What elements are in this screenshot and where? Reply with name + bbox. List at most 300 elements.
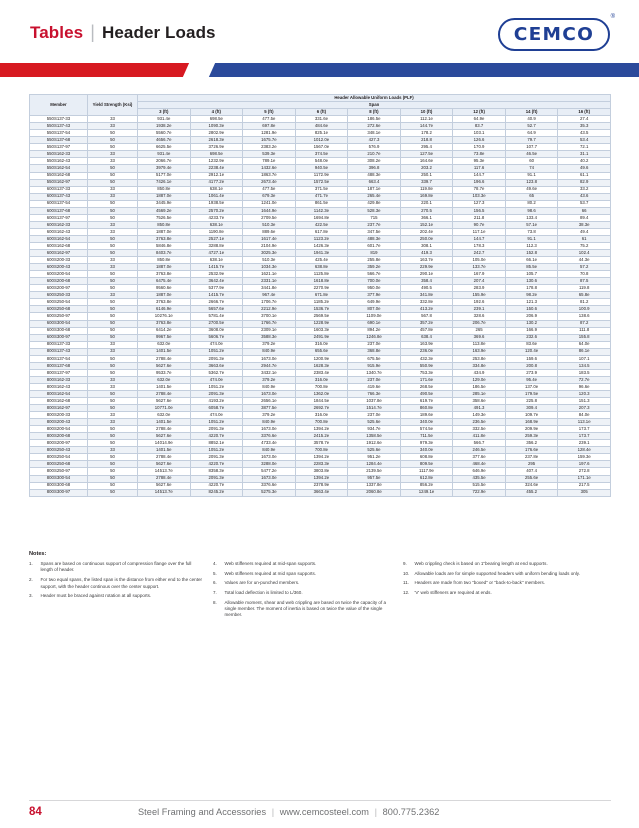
cell-load-span-5: 951.2e <box>348 454 401 461</box>
cell-load-span-3: 3700.1e <box>243 313 296 320</box>
cell-load-span-9: 119.8 <box>558 285 611 292</box>
brand-bar-red-segment <box>0 63 205 77</box>
cell-load-span-6: 979.3e <box>400 440 453 447</box>
cell-load-span-3: 3376.6e <box>243 433 296 440</box>
cell-load-span-3: 679.3e <box>243 193 296 200</box>
cell-load-span-6: 339.7 <box>400 179 453 186</box>
cell-load-span-1: 2066.7e <box>138 158 191 165</box>
cell-load-span-2: 2618.3e <box>190 137 243 144</box>
cell-yield-strength: 50 <box>88 137 138 144</box>
cell-load-span-8: 168.9e <box>505 419 558 426</box>
cell-load-span-3: 1706.7e <box>243 299 296 306</box>
table-row <box>30 214 611 221</box>
cell-load-span-5: 488.3e <box>348 235 401 242</box>
cell-load-span-5: 237.0e <box>348 412 401 419</box>
cell-load-span-6: 202.4e <box>400 228 453 235</box>
cell-load-span-5: 601.7e <box>348 242 401 249</box>
cell-load-span-5: 265.4e <box>348 193 401 200</box>
cell-load-span-7: 117.6 <box>453 165 506 172</box>
cell-yield-strength: 33 <box>88 348 138 355</box>
cell-load-span-1: 632.0e <box>138 376 191 383</box>
cell-load-span-9: 272.8 <box>558 468 611 475</box>
cell-load-span-2: 2570.2e <box>190 207 243 214</box>
cell-load-span-8: 91.1 <box>505 235 558 242</box>
cell-yield-strength: 50 <box>88 306 138 313</box>
cell-load-span-7: 105.0e <box>453 257 506 264</box>
cell-yield-strength: 50 <box>88 355 138 362</box>
cell-load-span-1: 10276.1e <box>138 313 191 320</box>
cell-yield-strength: 33 <box>88 193 138 200</box>
cell-yield-strength: 50 <box>88 179 138 186</box>
cell-load-span-6: 357.2e <box>400 320 453 327</box>
cell-load-span-3: 2709.5e <box>243 214 296 221</box>
cell-load-span-1: 2788.4e <box>138 390 191 397</box>
cell-load-span-5: 957.5e <box>348 475 401 482</box>
cell-yield-strength: 50 <box>88 320 138 327</box>
cell-load-span-8: 209.9e <box>505 426 558 433</box>
cell-load-span-3: 1673.0e <box>243 454 296 461</box>
cell-load-span-2: 5781.4e <box>190 313 243 320</box>
table-row <box>30 489 611 496</box>
cell-load-span-3: 1621.1e <box>243 271 296 278</box>
cell-load-span-1: 6475.4e <box>138 278 191 285</box>
cell-load-span-5: 663.4 <box>348 179 401 186</box>
cell-load-span-4: 2569.5e <box>295 313 348 320</box>
cell-load-span-1: 7426.1e <box>138 179 191 186</box>
cell-load-span-9: 100.9 <box>558 306 611 313</box>
cell-load-span-1: 4656.7e <box>138 137 191 144</box>
cell-load-span-5: 1337.8e <box>348 482 401 489</box>
cell-load-span-2: 1090.3e <box>190 123 243 130</box>
note-number: 5. <box>213 570 217 576</box>
cell-member: 600S200-97 <box>30 285 88 292</box>
cell-load-span-1: 632.0e <box>138 412 191 419</box>
cell-yield-strength: 50 <box>88 278 138 285</box>
notes-heading: Notes: <box>29 551 47 557</box>
cell-load-span-1: 2788.4e <box>138 475 191 482</box>
cell-load-span-3: 840.9e <box>243 447 296 454</box>
cell-yield-strength: 33 <box>88 419 138 426</box>
cell-load-span-5: 690.1e <box>348 320 401 327</box>
cell-load-span-2: 474.0e <box>190 376 243 383</box>
table-row <box>30 440 611 447</box>
cell-yield-strength: 33 <box>88 116 138 123</box>
note-number: 2. <box>29 577 33 583</box>
cell-load-span-8: 225.8 <box>505 398 558 405</box>
cell-member: 600S137-43 <box>30 193 88 200</box>
cell-load-span-5: 429.8e <box>348 200 401 207</box>
cell-load-span-1: 3763.8e <box>138 320 191 327</box>
cell-load-span-8: 255.6e <box>505 475 558 482</box>
cell-load-span-1: 1887.0e <box>138 292 191 299</box>
cell-load-span-6: 218.8 <box>400 137 453 144</box>
cell-load-span-8: 40.9 <box>505 116 558 123</box>
cell-load-span-3: 4733.4e <box>243 440 296 447</box>
cell-load-span-1: 850.8e <box>138 186 191 193</box>
cell-member: 800S162-43 <box>30 383 88 390</box>
cell-member: 800S250-68 <box>30 461 88 468</box>
cell-member: 600S137-97 <box>30 214 88 221</box>
cell-yield-strength: 50 <box>88 235 138 242</box>
cell-load-span-7: 334.8e <box>453 362 506 369</box>
cell-yield-strength: 33 <box>88 264 138 271</box>
cell-load-span-7: 285.1e <box>453 390 506 397</box>
note-number: 1. <box>29 561 33 566</box>
cell-load-span-9: 138.6 <box>558 313 611 320</box>
cell-load-span-7: 207.4 <box>453 278 506 285</box>
cell-load-span-5: 528.3e <box>348 207 401 214</box>
cell-member: 550S162-97 <box>30 179 88 186</box>
cell-load-span-5: 819 <box>348 250 401 257</box>
cell-load-span-6: 550.9e <box>400 362 453 369</box>
table-row <box>30 390 611 397</box>
cell-member: 800S137-33 <box>30 341 88 348</box>
cell-load-span-9: 87.5 <box>558 278 611 285</box>
cell-load-span-5: 700.0e <box>348 278 401 285</box>
cell-member: 550S162-68 <box>30 172 88 179</box>
table-row <box>30 369 611 376</box>
cell-load-span-5: 525.6e <box>348 447 401 454</box>
cell-yield-strength: 50 <box>88 334 138 341</box>
cell-load-span-6: 270.5 <box>400 207 453 214</box>
cell-load-span-5: 1037.8e <box>348 398 401 405</box>
note-item <box>29 577 213 590</box>
cell-load-span-8: 85.5e <box>505 264 558 271</box>
cell-load-span-3: 1432.6e <box>243 165 296 172</box>
cell-load-span-3: 840.9e <box>243 348 296 355</box>
cell-load-span-3: 2309.1e <box>243 327 296 334</box>
cell-load-span-3: 3432.1e <box>243 369 296 376</box>
cell-load-span-6: 856.2e <box>400 482 453 489</box>
cell-load-span-6: 229.9e <box>400 264 453 271</box>
cell-load-span-7: 646.9e <box>453 468 506 475</box>
cell-load-span-6: 236.0e <box>400 348 453 355</box>
cell-load-span-6: 638.4 <box>400 334 453 341</box>
cell-load-span-8: 120.4e <box>505 348 558 355</box>
cell-load-span-5: 186.5e <box>348 116 401 123</box>
cell-load-span-7: 358.6e <box>453 398 506 405</box>
cell-load-span-8: 130.2 <box>505 320 558 327</box>
cell-load-span-5: 807.0e <box>348 306 401 313</box>
cell-load-span-3: 5275.3e <box>243 489 296 496</box>
cell-load-span-6: 341.8e <box>400 292 453 299</box>
cell-load-span-9: 107.1 <box>558 355 611 362</box>
cell-load-span-8: 121.3 <box>505 299 558 306</box>
cell-load-span-9: 111.8 <box>558 327 611 334</box>
cell-load-span-2: 3726.9e <box>190 144 243 151</box>
cell-load-span-7: 129.0e <box>453 376 506 383</box>
cell-load-span-7: 167.9 <box>453 271 506 278</box>
cell-load-span-5: 894.2e <box>348 327 401 334</box>
cell-load-span-4: 1172.9e <box>295 172 348 179</box>
cell-load-span-1: 5627.6e <box>138 461 191 468</box>
note-text: Spans are based on continuous support of compression flange over the full length of header. <box>40 561 192 573</box>
cell-yield-strength: 50 <box>88 362 138 369</box>
cell-member: 800S162-54 <box>30 390 88 397</box>
cell-load-span-5: 272.6e <box>348 123 401 130</box>
cell-yield-strength: 50 <box>88 369 138 376</box>
cell-load-span-6: 169.8e <box>400 193 453 200</box>
cell-load-span-7: 73.8e <box>453 151 506 158</box>
cell-load-span-8: 133.4 <box>505 214 558 221</box>
cell-load-span-2: 5362.7e <box>190 369 243 376</box>
note-number: 7. <box>213 589 217 595</box>
cell-load-span-7: 328.6 <box>453 313 506 320</box>
cell-load-span-4: 2283.3e <box>295 461 348 468</box>
cell-load-span-3: 1281.9e <box>243 130 296 137</box>
cell-yield-strength: 50 <box>88 390 138 397</box>
cell-load-span-6: 619.7e <box>400 398 453 405</box>
cell-yield-strength: 33 <box>88 151 138 158</box>
cell-yield-strength: 50 <box>88 426 138 433</box>
column-header-span-2: 4 (ft) <box>190 109 243 116</box>
cell-load-span-2: 2091.3e <box>190 355 243 362</box>
cell-load-span-6: 340.0e <box>400 419 453 426</box>
cell-load-span-9: 134.5 <box>558 362 611 369</box>
cell-load-span-7: 722.9e <box>453 489 506 496</box>
note-text: For two equal spans, the listed span is the distance from either end to the center support, with the header continous over the center support. <box>40 577 203 589</box>
cell-load-span-4: 1394.2e <box>295 426 348 433</box>
cell-load-span-6: 457.8e <box>400 327 453 334</box>
cell-load-span-9: 89.4 <box>558 214 611 221</box>
cell-load-span-1: 8403.7e <box>138 250 191 257</box>
cell-load-span-8: 98.2e <box>505 292 558 299</box>
cell-yield-strength: 50 <box>88 299 138 306</box>
table-row <box>30 419 611 426</box>
footer-website[interactable]: www.cemcosteel.com <box>279 807 369 817</box>
cell-load-span-4: 655.6e <box>295 348 348 355</box>
cell-load-span-1: 2788.4e <box>138 454 191 461</box>
cell-load-span-9: 53.4 <box>558 137 611 144</box>
cell-load-span-9: 38.3e <box>558 221 611 228</box>
cell-load-span-3: 3376.6e <box>243 482 296 489</box>
cell-load-span-9: 43.6 <box>558 193 611 200</box>
cell-load-span-2: 4233.7e <box>190 214 243 221</box>
column-header-span-1: 3 (ft) <box>138 109 191 116</box>
cell-load-span-4: 825.1e <box>295 130 348 137</box>
cell-member: 800S137-97 <box>30 369 88 376</box>
cell-load-span-4: 1362.0e <box>295 390 348 397</box>
cell-load-span-2: 2802.9e <box>190 130 243 137</box>
cell-load-span-3: 3288.0e <box>243 461 296 468</box>
cell-load-span-9: 217.5 <box>558 482 611 489</box>
cell-load-span-5: 566.7e <box>348 271 401 278</box>
cell-load-span-4: 1694.8e <box>295 214 348 221</box>
cell-load-span-8: 83.6e <box>505 341 558 348</box>
note-text: Allowable loads are for simple supported headers with uniform bending loads only. <box>414 570 580 576</box>
cell-load-span-7: 155.9e <box>453 292 506 299</box>
cell-load-span-7: 126.6 <box>453 137 506 144</box>
note-item <box>403 561 611 567</box>
cell-load-span-4: 2378.9e <box>295 482 348 489</box>
cell-load-span-8: 206.9 <box>505 313 558 320</box>
cell-load-span-4: 638.8e <box>295 264 348 271</box>
cell-member: 550S162-43 <box>30 158 88 165</box>
cell-load-span-9: 171.1e <box>558 475 611 482</box>
cell-load-span-2: 8852.1e <box>190 440 243 447</box>
cell-load-span-6: 189.6e <box>400 412 453 419</box>
cell-load-span-2: 3288.8e <box>190 242 243 249</box>
cell-load-span-1: 3979.4e <box>138 165 191 172</box>
cell-load-span-1: 931.4e <box>138 116 191 123</box>
cell-load-span-8: 66.1e <box>505 257 558 264</box>
cell-load-span-5: 934.7e <box>348 426 401 433</box>
cell-load-span-3: 1766.7e <box>243 320 296 327</box>
cell-load-span-9: 183.5 <box>558 369 611 376</box>
cell-load-span-9: 64.0e <box>558 341 611 348</box>
cell-load-span-4: 316.0e <box>295 341 348 348</box>
column-header-span-4: 6 (ft) <box>295 109 348 116</box>
cell-member: 800S200-33 <box>30 412 88 419</box>
cell-load-span-6: 711.5e <box>400 433 453 440</box>
cell-load-span-2: 2912.1e <box>190 172 243 179</box>
cell-member: 600S162-97 <box>30 250 88 257</box>
cell-load-span-9: 197.6 <box>558 461 611 468</box>
cell-yield-strength: 50 <box>88 454 138 461</box>
brand-color-bar <box>0 63 639 77</box>
cell-load-span-7: 170.9 <box>453 144 506 151</box>
cell-load-span-3: 967.4e <box>243 292 296 299</box>
cell-load-span-1: 5177.0e <box>138 172 191 179</box>
cell-load-span-7: 239.1 <box>453 306 506 313</box>
table-row <box>30 398 611 405</box>
table-row <box>30 179 611 186</box>
cell-load-span-7: 144.7 <box>453 172 506 179</box>
footer-phone: 800.775.2362 <box>382 807 440 817</box>
cell-load-span-1: 10771.0e <box>138 405 191 412</box>
cell-load-span-1: 9533.7e <box>138 369 191 376</box>
cell-load-span-3: 3025.3e <box>243 250 296 257</box>
cell-load-span-4: 1618.8e <box>295 278 348 285</box>
table-row <box>30 137 611 144</box>
cell-load-span-8: 73.8 <box>505 228 558 235</box>
cell-load-span-2: 1051.2e <box>190 348 243 355</box>
cell-load-span-2: 1051.2e <box>190 383 243 390</box>
page-title-secondary: Header Loads <box>101 23 216 42</box>
cell-load-span-6: 152.1e <box>400 221 453 228</box>
cell-load-span-4: 422.5e <box>295 221 348 228</box>
table-row <box>30 130 611 137</box>
cell-load-span-3: 1617.4e <box>243 235 296 242</box>
note-item <box>213 561 403 567</box>
cell-load-span-6: 753.3e <box>400 369 453 376</box>
cell-load-span-4: 2491.9e <box>295 334 348 341</box>
cell-load-span-7: 186.5e <box>453 383 506 390</box>
table-row <box>30 376 611 383</box>
cell-load-span-8: 91.1 <box>505 172 558 179</box>
note-text: 'V' web stiffeners are required at ends. <box>414 589 492 595</box>
cell-load-span-7: 468.4e <box>453 461 506 468</box>
cell-load-span-4: 484.6e <box>295 123 348 130</box>
cell-load-span-9: 151.3 <box>558 398 611 405</box>
cell-load-span-8: 46.5e <box>505 151 558 158</box>
cell-load-span-3: 1673.0e <box>243 426 296 433</box>
cell-load-span-2: 698.5e <box>190 151 243 158</box>
cell-load-span-4: 1567.0e <box>295 144 348 151</box>
cell-member: 600S300-68 <box>30 327 88 334</box>
cell-load-span-5: 368.8e <box>348 348 401 355</box>
cell-load-span-8: 166.9 <box>505 327 558 334</box>
cell-load-span-6: 220.1 <box>400 200 453 207</box>
cell-load-span-4: 3803.8e <box>295 468 348 475</box>
cell-load-span-2: 3642.4e <box>190 278 243 285</box>
cell-load-span-4: 1844.5e <box>295 398 348 405</box>
table-row <box>30 186 611 193</box>
cell-load-span-8: 356.2 <box>505 440 558 447</box>
cell-member: 800S300-68 <box>30 482 88 489</box>
cell-load-span-6: 308.1 <box>400 242 453 249</box>
table-row <box>30 228 611 235</box>
cell-yield-strength: 50 <box>88 489 138 496</box>
table-row <box>30 433 611 440</box>
table-row <box>30 235 611 242</box>
cell-load-span-6: 608.8e <box>400 454 453 461</box>
note-number: 10. <box>403 570 410 576</box>
cell-load-span-9: 159.3e <box>558 454 611 461</box>
cell-load-span-8: 232.6 <box>505 334 558 341</box>
cell-load-span-3: 889.6e <box>243 228 296 235</box>
cell-load-span-2: 2091.3e <box>190 426 243 433</box>
table-row <box>30 405 611 412</box>
cell-load-span-8: 455.2 <box>505 489 558 496</box>
cell-load-span-9: 84.0e <box>558 412 611 419</box>
note-item <box>403 590 611 596</box>
cell-load-span-9: 113.1e <box>558 419 611 426</box>
cell-load-span-3: 1644.9e <box>243 207 296 214</box>
cell-load-span-8: 309.4 <box>505 405 558 412</box>
cell-member: 800S200-97 <box>30 440 88 447</box>
cell-load-span-1: 5846.8e <box>138 242 191 249</box>
cell-load-span-8: 105.7 <box>505 271 558 278</box>
cell-load-span-8: 200.8 <box>505 362 558 369</box>
cell-load-span-7: 211.8 <box>453 214 506 221</box>
cell-load-span-2: 6058.7e <box>190 405 243 412</box>
cell-load-span-2: 4193.2e <box>190 398 243 405</box>
cell-load-span-2: 474.0e <box>190 412 243 419</box>
cell-load-span-8: 407.4 <box>505 468 558 475</box>
cell-load-span-9: 31.1 <box>558 151 611 158</box>
cell-yield-strength: 50 <box>88 271 138 278</box>
table-row <box>30 468 611 475</box>
cell-member: 800S137-68 <box>30 362 88 369</box>
note-text: Web stiffeners required at mid-span supports. <box>224 561 317 566</box>
cell-member: 800S200-43 <box>30 419 88 426</box>
table-row <box>30 461 611 468</box>
cell-yield-strength: 50 <box>88 214 138 221</box>
cell-load-span-2: 4220.7e <box>190 433 243 440</box>
cell-load-span-1: 1887.0e <box>138 264 191 271</box>
cell-load-span-4: 861.5e <box>295 200 348 207</box>
cell-load-span-1: 1887.0e <box>138 193 191 200</box>
cell-load-span-4: 471.7e <box>295 193 348 200</box>
cell-load-span-4: 1142.3e <box>295 207 348 214</box>
note-text: Web stiffeners required at mid span supports. <box>224 570 317 576</box>
note-number: 4. <box>213 561 217 566</box>
cell-load-span-3: 2656.1e <box>243 398 296 405</box>
cell-load-span-9: 61 <box>558 235 611 242</box>
cell-load-span-6: 268.5e <box>400 383 453 390</box>
cell-load-span-2: 2238.4e <box>190 165 243 172</box>
cell-yield-strength: 50 <box>88 130 138 137</box>
note-item <box>213 590 403 596</box>
cell-load-span-4: 940.5e <box>295 165 348 172</box>
cell-load-span-4: 548.0e <box>295 158 348 165</box>
cell-load-span-3: 477.5e <box>243 186 296 193</box>
table-row <box>30 475 611 482</box>
cell-load-span-8: 324.6e <box>505 482 558 489</box>
note-text: Header must be braced against rotation at all supports. <box>40 593 152 599</box>
cell-load-span-9: 120.3 <box>558 390 611 397</box>
